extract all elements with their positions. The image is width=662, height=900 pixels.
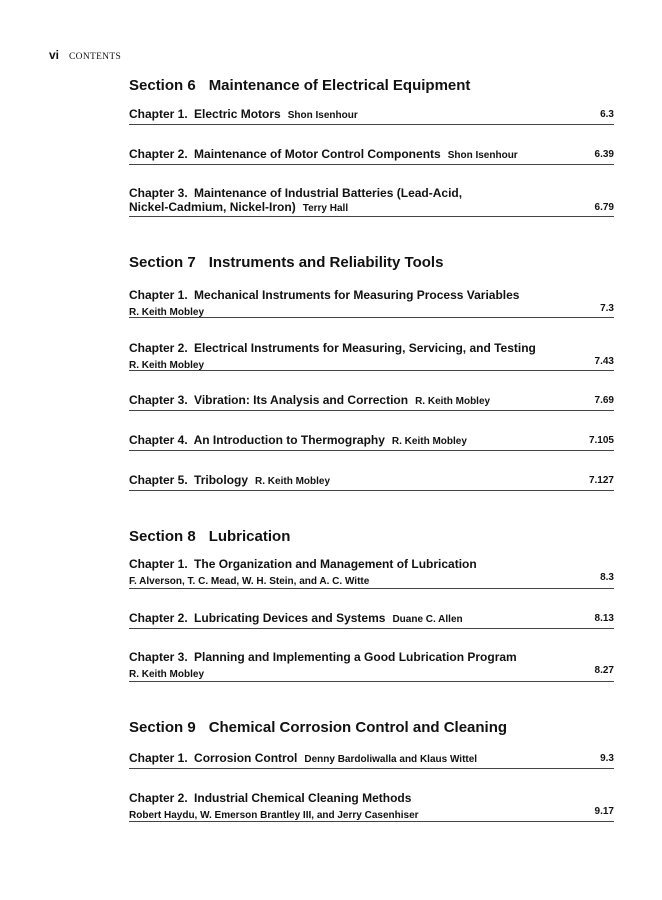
toc-entry-heading: [129, 147, 614, 163]
section-name: Instruments and Reliability Tools: [208, 254, 444, 271]
chapter-title: Maintenance of Motor Control Components: [194, 147, 441, 161]
toc-entry-heading: [129, 557, 614, 571]
chapter-title: An Introduction to Thermography: [193, 433, 385, 447]
toc-entry[interactable]: [129, 147, 614, 165]
section-name: Maintenance of Electrical Equipment: [208, 77, 471, 94]
chapter-author: R. Keith Mobley: [129, 307, 205, 318]
chapter-author: Denny Bardoliwalla and Klaus Wittel: [304, 754, 478, 765]
chapter-page: 7.69: [594, 395, 614, 406]
section-label: Section 6: [129, 77, 196, 94]
chapter-author: Shon Isenhour: [287, 110, 358, 121]
chapter-page: 7.127: [588, 475, 614, 486]
section-label: Section 8: [129, 528, 196, 545]
toc-entry-heading: [129, 791, 614, 805]
chapter-author: Terry Hall: [302, 203, 349, 214]
chapter-page: 8.3: [600, 572, 614, 583]
chapter-page: 6.3: [600, 109, 614, 120]
chapter-author: Robert Haydu, W. Emerson Brantley III, and Jerry Casenhiser: [129, 810, 419, 821]
toc-entry[interactable]: [129, 611, 614, 629]
chapter-title: Corrosion Control: [194, 751, 298, 765]
chapter-author: R. Keith Mobley: [255, 476, 331, 487]
chapter-author: Shon Isenhour: [447, 150, 518, 161]
section-6-title: [129, 77, 470, 94]
toc-entry[interactable]: [129, 791, 614, 822]
chapter-page: 6.39: [594, 149, 614, 160]
chapter-title: The Organization and Management of Lubrication: [194, 557, 477, 571]
chapter-title-continued: Nickel-Cadmium, Nickel-Iron): [129, 200, 296, 214]
chapter-title: Planning and Implementing a Good Lubrication Program: [194, 650, 517, 664]
chapter-title: Mechanical Instruments for Measuring Process Variables: [194, 288, 520, 302]
chapter-number: Chapter 2.: [129, 147, 188, 161]
running-title: CONTENTS: [69, 52, 122, 62]
chapter-title: Industrial Chemical Cleaning Methods: [194, 791, 412, 805]
toc-entry[interactable]: [129, 557, 614, 589]
chapter-page: 6.79: [594, 202, 614, 213]
chapter-number: Chapter 2.: [129, 791, 188, 805]
toc-entry[interactable]: [129, 107, 614, 125]
chapter-page: 9.3: [600, 753, 614, 764]
chapter-title: Electrical Instruments for Measuring, Servicing, and Testing: [194, 341, 536, 355]
chapter-number: Chapter 3.: [129, 393, 188, 407]
chapter-title: Vibration: Its Analysis and Correction: [194, 393, 409, 407]
toc-entry[interactable]: [129, 288, 614, 318]
chapter-number: Chapter 1.: [129, 107, 188, 121]
chapter-author: R. Keith Mobley: [391, 436, 467, 447]
toc-entry-heading: [129, 107, 614, 123]
chapter-title: Maintenance of Industrial Batteries (Lead-Acid,: [194, 186, 463, 200]
chapter-number: Chapter 3.: [129, 650, 188, 664]
toc-entry-heading: [129, 473, 614, 489]
chapter-author: R. Keith Mobley: [129, 669, 205, 680]
toc-entry[interactable]: [129, 650, 614, 682]
chapter-page: 8.27: [594, 665, 614, 676]
toc-entry[interactable]: [129, 186, 614, 217]
chapter-number: Chapter 1.: [129, 751, 188, 765]
section-label: Section 7: [129, 254, 196, 271]
chapter-title: Electric Motors: [194, 107, 281, 121]
chapter-number: Chapter 1.: [129, 288, 188, 302]
section-8-title: [129, 528, 290, 545]
chapter-author: R. Keith Mobley: [129, 360, 205, 371]
chapter-author: F. Alverson, T. C. Mead, W. H. Stein, and A. C. Witte: [129, 576, 370, 587]
chapter-number: Chapter 2.: [129, 341, 188, 355]
toc-entry-heading: [129, 751, 614, 767]
chapter-number: Chapter 4.: [129, 433, 188, 447]
section-name: Chemical Corrosion Control and Cleaning: [208, 719, 508, 736]
chapter-number: Chapter 2.: [129, 611, 188, 625]
toc-entry-heading: [129, 433, 614, 449]
toc-entry-heading: [129, 611, 614, 627]
toc-entry-heading: [129, 393, 614, 409]
toc-entry[interactable]: [129, 393, 614, 411]
toc-entry-heading: [129, 650, 614, 664]
chapter-title: Lubricating Devices and Systems: [194, 611, 386, 625]
chapter-number: Chapter 3.: [129, 186, 188, 200]
toc-entry-heading: [129, 341, 614, 355]
chapter-page: 8.13: [594, 613, 614, 624]
toc-entry-heading: [129, 288, 614, 302]
running-head: [49, 48, 121, 62]
toc-entry[interactable]: [129, 751, 614, 769]
chapter-author: Duane C. Allen: [392, 614, 463, 625]
chapter-page: 7.3: [600, 303, 614, 314]
chapter-number: Chapter 5.: [129, 473, 188, 487]
chapter-page: 9.17: [594, 806, 614, 817]
section-label: Section 9: [129, 719, 196, 736]
toc-entry-heading: [129, 186, 614, 200]
chapter-page: 7.43: [594, 356, 614, 367]
toc-entry-heading-cont: [129, 200, 614, 216]
toc-entry[interactable]: [129, 433, 614, 451]
section-7-title: [129, 254, 443, 271]
section-name: Lubrication: [208, 528, 291, 545]
chapter-title: Tribology: [194, 473, 249, 487]
toc-entry[interactable]: [129, 473, 614, 491]
chapter-number: Chapter 1.: [129, 557, 188, 571]
chapter-author: R. Keith Mobley: [415, 396, 491, 407]
chapter-page: 7.105: [588, 435, 614, 446]
section-9-title: [129, 719, 507, 736]
toc-entry[interactable]: [129, 341, 614, 371]
page-number: vi: [49, 48, 60, 62]
